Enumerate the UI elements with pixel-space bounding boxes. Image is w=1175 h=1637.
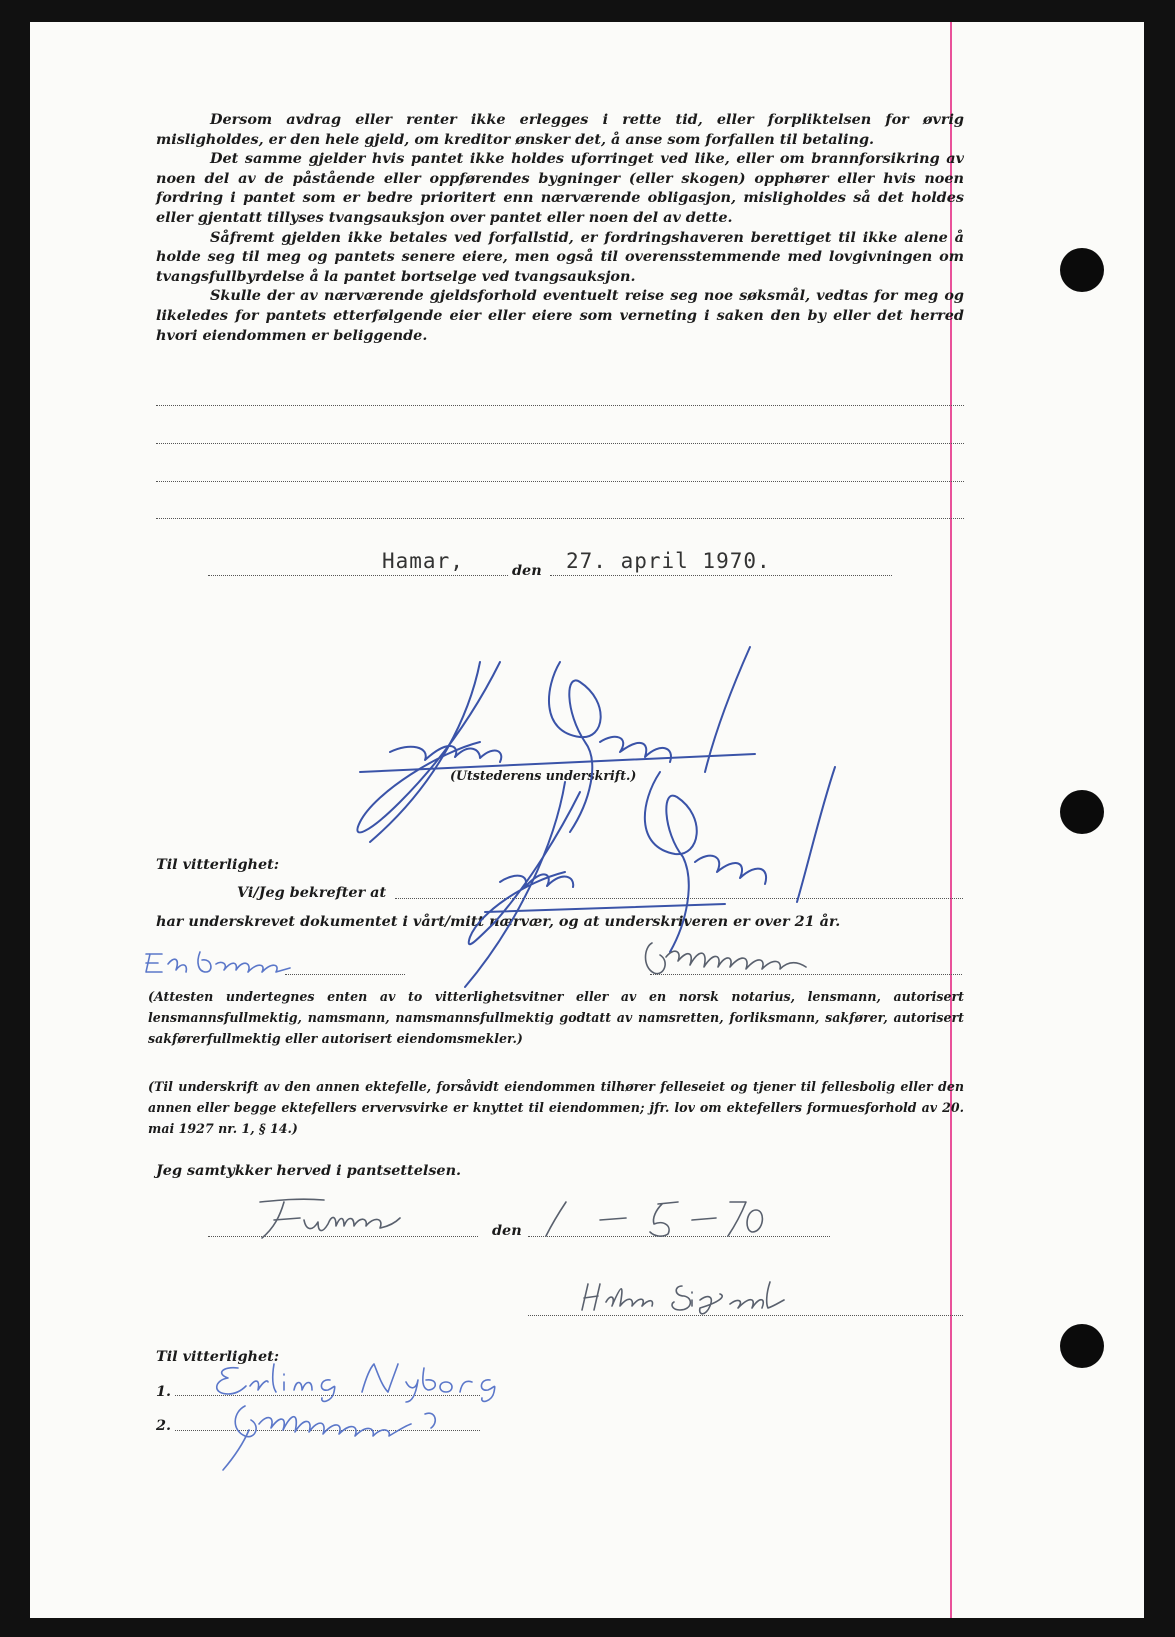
witness-left-line: [285, 974, 405, 975]
witness-note: (Attesten undertegnes enten av to vitterlighetsvitner eller av en norsk notarius, lensmann, autorisert lensmannsfullmektig, namsmann, namsmannsfullmektig godtatt av namsretten, forliksmann, sakfører, autorisert sakførerfullmektig eller autorisert eiendomsmekler.): [148, 989, 964, 1046]
witness-line1-prefix: Vi/Jeg bekrefter at: [237, 884, 387, 901]
witness-line2: har underskrevet dokumentet i vårt/mitt nærvær, og at underskriveren er over 21 år.: [156, 913, 841, 930]
place-line: [208, 575, 508, 576]
witness-right-line: [650, 974, 962, 975]
issuer-date: 27. april 1970.: [566, 549, 771, 573]
issuer-place: Hamar,: [382, 549, 464, 573]
document-page: [30, 22, 1144, 1618]
spouse-place-line: [208, 1236, 478, 1237]
punch-hole-bottom: [1060, 1324, 1104, 1368]
blank-line-3: [156, 481, 964, 482]
blank-line-1: [156, 405, 964, 406]
terms-paragraph-1: Dersom avdrag eller renter ikke erlegges i rette tid, eller forpliktelsen for øvrig misligholdes, er den hele gjeld, om kreditor ønsker det, å anse som forfallen til betaling.: [156, 111, 964, 148]
blank-line-4: [156, 518, 964, 519]
date-line: [550, 575, 892, 576]
terms-paragraph-4: Skulle der av nærværende gjeldsforhold eventuelt reise seg noe søksmål, vedtas for meg og likeledes for pantets etterfølgende eier eller eiere som verneting i saken den by eller det herred hvori eiendommen er beliggende.: [156, 287, 964, 344]
terms-paragraph-2: Det samme gjelder hvis pantet ikke holdes uforringet ved like, eller om brannforsikring av noen del av de påstående eller oppførendes bygninger (eller skogen) opphører eller hvis noen fordring i pantet som er bedre prioritert enn nærværende obligasjon, misligholdes så det holdes eller gjentatt tillyses tvangsauksjon over pantet eller noen del av dette.: [156, 150, 964, 226]
second-witness-signature-2: [205, 1400, 485, 1472]
second-witness-heading: Til vitterlighet:: [156, 1348, 280, 1365]
spouse-note: (Til underskrift av den annen ektefelle, forsåvidt eiendommen tilhører felleseiet og tjener til fellesbolig eller den annen eller begge ektefellers ervervsvirke er knyttet til eiendommen; jfr. lov om ektefellers formuesforhold av 20. mai 1927 nr. 1, § 14.): [148, 1079, 964, 1136]
punch-hole-top: [1060, 248, 1104, 292]
witness-heading: Til vitterlighet:: [156, 856, 280, 873]
second-witness-number-2: 2.: [156, 1417, 172, 1434]
spouse-consent: Jeg samtykker herved i pantsettelsen.: [156, 1162, 462, 1179]
second-witness-number-1: 1.: [156, 1383, 172, 1400]
spouse-signature-line: [528, 1315, 963, 1316]
den-label: den: [512, 562, 542, 579]
terms-paragraph-3: Såfremt gjelden ikke betales ved forfallstid, er fordringshaveren berettiget til ikke alene å holde seg til meg og pantets senere eiere, men også til overensstemmende med lovgivningen om tvangsfullbyrdelse å la pantet bortselge ved tvangsauksjon.: [156, 228, 964, 285]
spouse-den-label: den: [492, 1222, 522, 1239]
punch-hole-middle: [1060, 790, 1104, 834]
terms-text: [156, 110, 964, 345]
blank-line-2: [156, 443, 964, 444]
issuer-signature-caption: (Utstederens underskrift.): [450, 768, 637, 783]
